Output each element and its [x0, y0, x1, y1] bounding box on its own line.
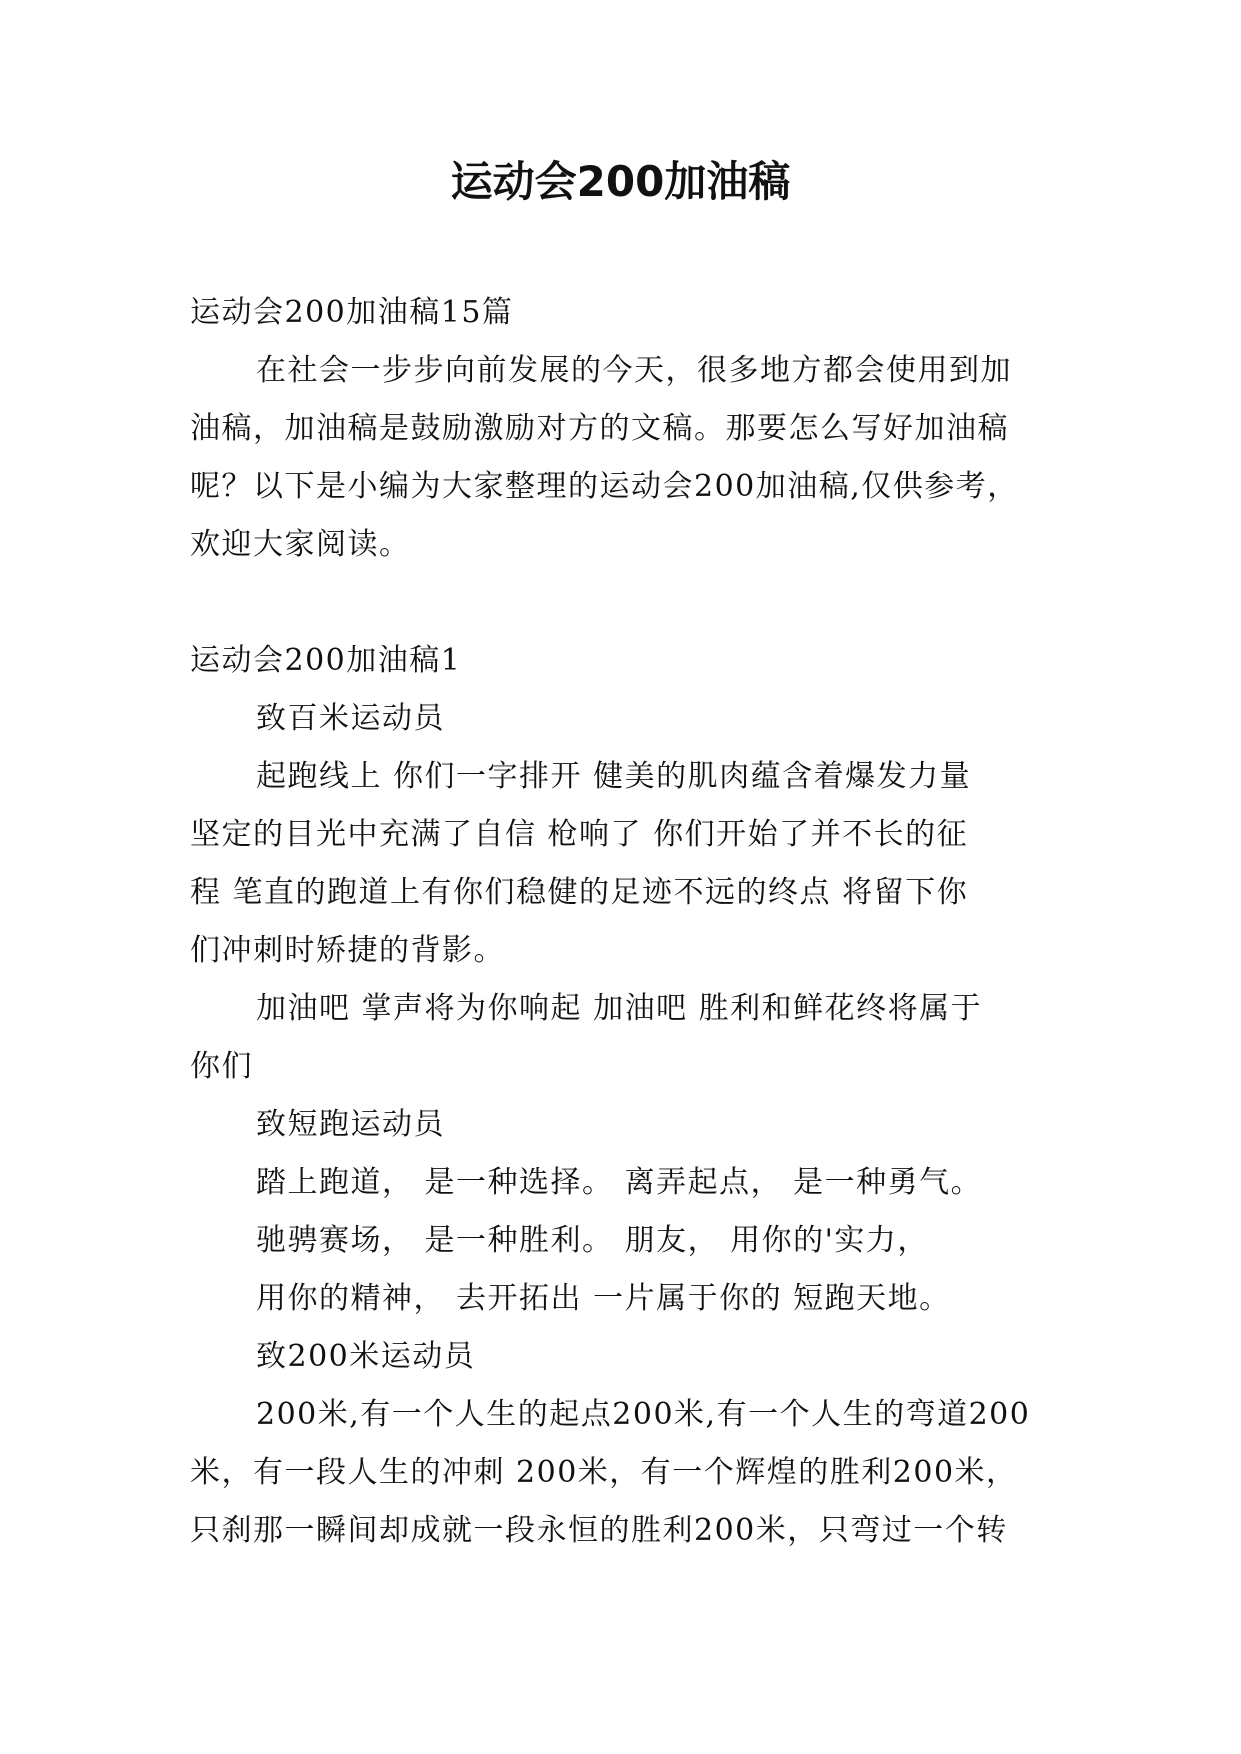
- spacer: [190, 574, 1050, 632]
- paragraph-line: 米，有一段人生的冲刺 200米，有一个辉煌的胜利200米，: [190, 1455, 1018, 1490]
- poem-heading: 致200米运动员: [256, 1339, 476, 1374]
- paragraph-line: 呢？以下是小编为大家整理的运动会200加油稿,仅供参考，: [190, 469, 1019, 504]
- section-heading: 运动会200加油稿1: [190, 643, 462, 678]
- paragraph-line: 200米,有一个人生的起点200米,有一个人生的弯道200: [256, 1397, 1031, 1432]
- paragraph-line: 坚定的目光中充满了自信 枪响了 你们开始了并不长的征: [190, 817, 969, 852]
- poem-heading: 致短跑运动员: [256, 1107, 445, 1142]
- page-title: 运动会200加油稿: [450, 157, 791, 206]
- paragraph-line: 只刹那一瞬间却成就一段永恒的胜利200米，只弯过一个转: [190, 1513, 1008, 1548]
- poem-line: 踏上跑道， 是一种选择。 离弄起点， 是一种勇气。: [256, 1165, 983, 1200]
- document-body: [190, 284, 1050, 1560]
- paragraph-line: 在社会一步步向前发展的今天，很多地方都会使用到加: [256, 353, 1012, 388]
- paragraph-line: 油稿，加油稿是鼓励激励对方的文稿。那要怎么写好加油稿: [190, 411, 1009, 446]
- paragraph-line: 欢迎大家阅读。: [190, 527, 411, 562]
- poem-line: 用你的精神， 去开拓出 一片属于你的 短跑天地。: [256, 1281, 951, 1316]
- paragraph-line: 程 笔直的跑道上有你们稳健的足迹不远的终点 将留下你: [190, 875, 969, 910]
- poem-line: 驰骋赛场， 是一种胜利。 朋友， 用你的'实力，: [256, 1223, 929, 1258]
- paragraph-line: 你们: [190, 1049, 253, 1084]
- paragraph-line: 加油吧 掌声将为你响起 加油吧 胜利和鲜花终将属于: [256, 991, 983, 1026]
- subtitle-line: 运动会200加油稿15篇: [190, 295, 514, 330]
- paragraph-line: 们冲刺时矫捷的背影。: [190, 933, 505, 968]
- paragraph-line: 起跑线上 你们一字排开 健美的肌肉蕴含着爆发力量: [256, 759, 972, 794]
- poem-heading: 致百米运动员: [256, 701, 445, 736]
